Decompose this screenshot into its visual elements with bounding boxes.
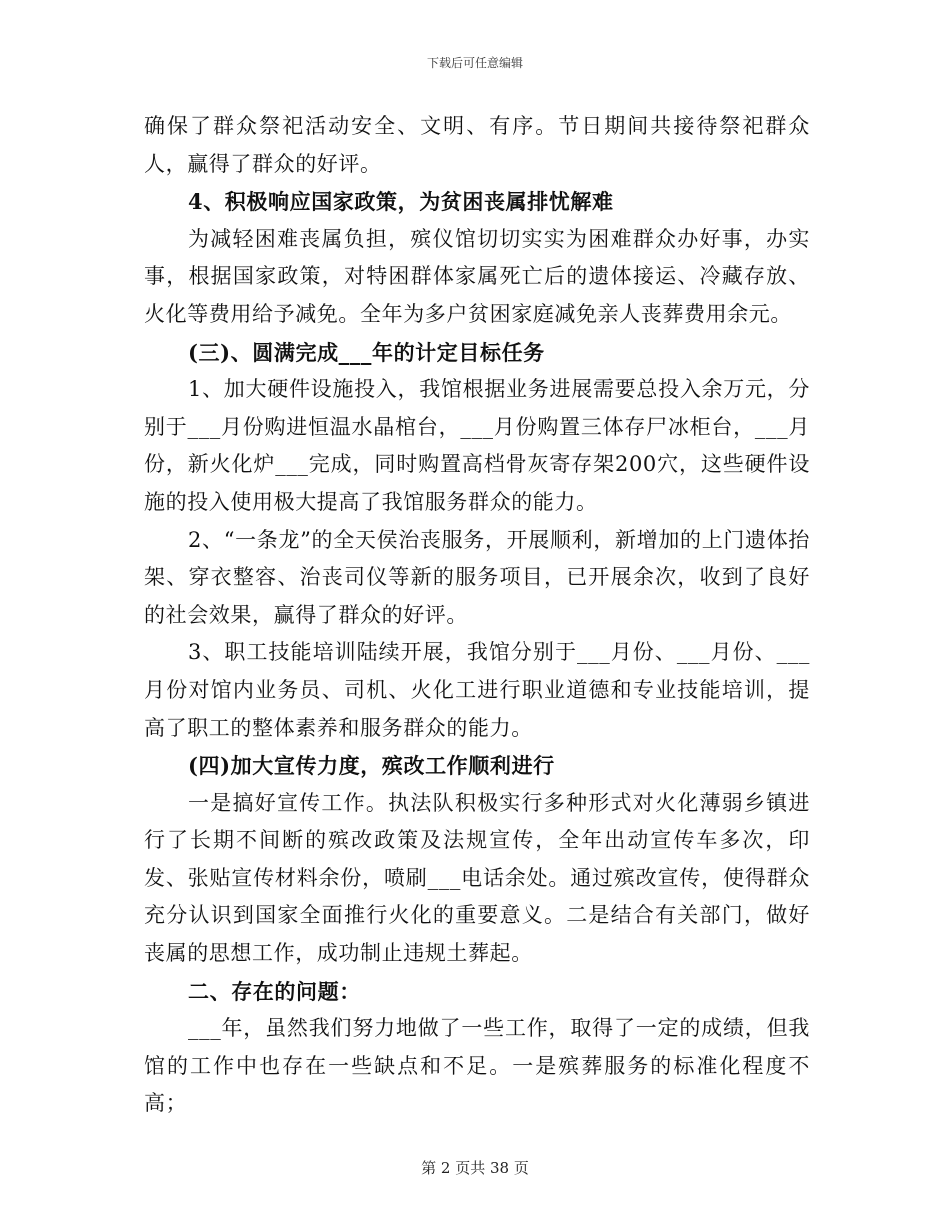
paragraph: 3、职工技能培训陆续开展，我馆分别于___月份、___月份、___月份对馆内业务员、司机、火化工进行职业道德和专业技能培训，提高了职工的整体素养和服务群众的能力。 (144, 640, 810, 740)
paragraph: 为减轻困难丧属负担，殡仪馆切切实实为困难群众办好事，办实事，根据国家政策，对特困群体家属死亡后的遗体接运、冷藏存放、火化等费用给予减免。全年为多户贫困家庭减免亲人丧葬费用余元。 (144, 226, 810, 326)
paragraph: 1、加大硬件设施投入，我馆根据业务进展需要总投入余万元，分别于___月份购进恒温水晶棺台，___月份购置三体存尸冰柜台，___月份，新火化炉___完成，同时购置高档骨灰寄存架200穴，这些硬件设施的投入使用极大提高了我馆服务群众的能力。 (144, 377, 810, 514)
paragraph: 2、“一条龙”的全天侯治丧服务，开展顺利，新增加的上门遗体抬架、穿衣整容、治丧司仪等新的服务项目，已开展余次，收到了良好的社会效果，赢得了群众的好评。 (144, 527, 810, 627)
section-heading: 4、积极响应国家政策，为贫困丧属排忧解难 (188, 189, 614, 215)
page-footer: 第 2 页共 38 页 (421, 1159, 529, 1177)
paragraph-continued: 确保了群众祭祀活动安全、文明、有序。节日期间共接待祭祀群众人，赢得了群众的好评。 (144, 114, 810, 176)
document-body (144, 108, 810, 1123)
section-heading: (三)、圆满完成___年的计定目标任务 (188, 339, 545, 365)
page-header: 下载后可任意编辑 (426, 56, 523, 70)
paragraph: 一是搞好宣传工作。执法队积极实行多种形式对火化薄弱乡镇进行了长期不间断的殡改政策及法规宣传，全年出动宣传车多次，印发、张贴宣传材料余份，喷刷___电话余处。通过殡改宣传，使得群众充分认识到国家全面推行火化的重要意义。二是结合有关部门，做好丧属的思想工作，成功制止违规土葬起。 (144, 790, 810, 966)
section-heading: (四)加大宣传力度，殡改工作顺利进行 (188, 753, 555, 779)
paragraph: ___年，虽然我们努力地做了一些工作，取得了一定的成绩，但我馆的工作中也存在一些缺点和不足。一是殡葬服务的标准化程度不高； (144, 1016, 810, 1116)
section-heading: 二、存在的问题： (188, 978, 361, 1004)
